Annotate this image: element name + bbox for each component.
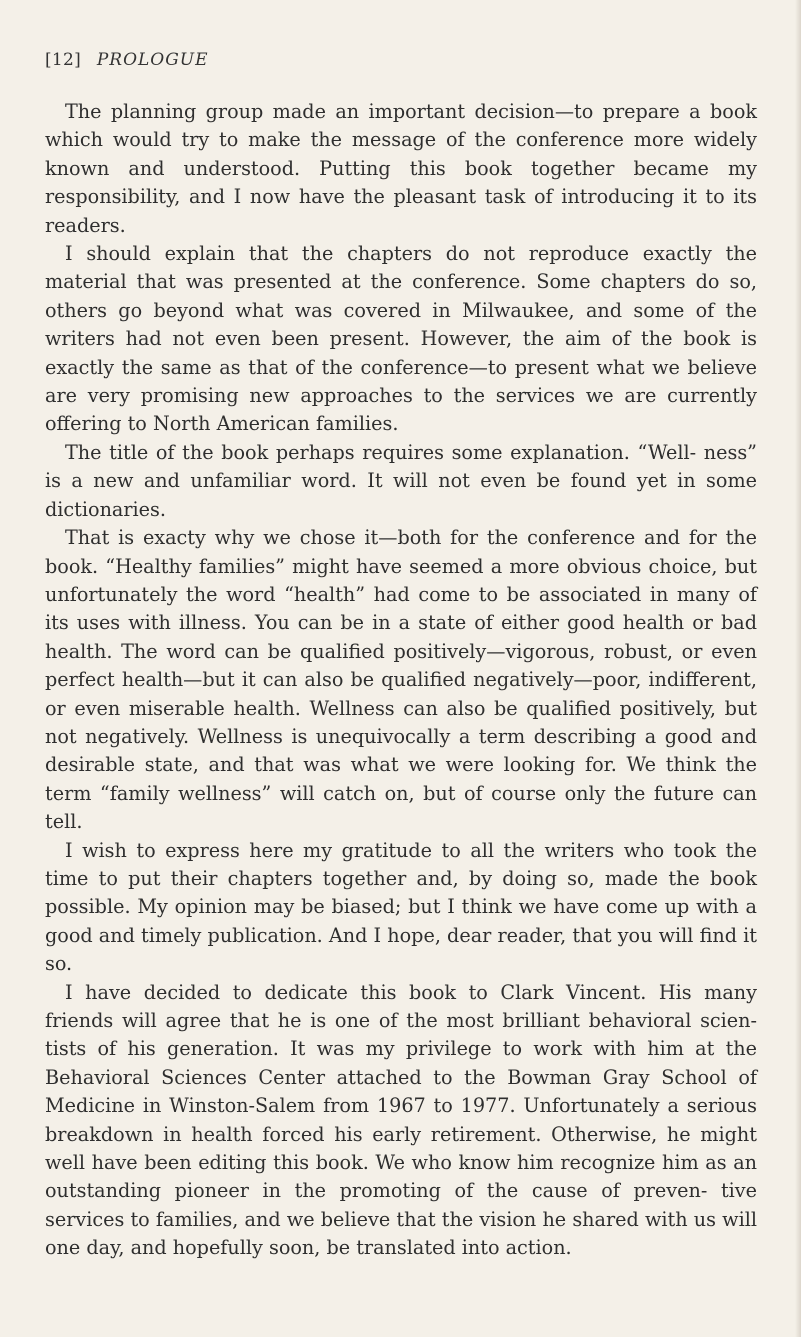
page-header — [45, 50, 209, 70]
paragraph: That is exacty why we chose it—both for the conference and for the book. “Healthy families” might have seemed a more obvious choice, but unfortunately the word “health” had come to be associated in many of its uses with illness. You can be in a state of either good health or bad health. The word can be qualified positively—vigorous, robust, or even perfect health—but it can also be qualified negatively—poor, indifferent, or even miserable health. Wellness can also be qualified positively, but not negatively. Wellness is unequivocally a term describing a good and desirable state, and that was what we were looking for. We think the term “family wellness” will catch on, but of course only the future can tell. — [45, 526, 757, 834]
page-edge-shadow — [795, 0, 801, 1337]
paragraph: I wish to express here my gratitude to all the writers who took the time to put their chapters together and, by doing so, made the book possible. My opinion may be biased; but I think we have come up with a good and timely publication. And I hope, dear reader, that you will find it so. — [45, 838, 757, 976]
body-text — [45, 98, 757, 1263]
running-head: PROLOGUE — [96, 50, 209, 70]
page-number: [12] — [45, 50, 82, 70]
paragraph: I have decided to dedicate this book to Clark Vincent. His many friends will agree that he is one of the most brilliant behavioral scien- tists of his generation. It was my privilege to work with him at the Behavioral Sciences Center attached to the Bowman Gray School of Medicine in Winston-Salem from 1967 to 1977. Unfortunately a serious breakdown in health forced his early retirement. Otherwise, he might well have been editing this book. We who know him recognize him as an outstanding pioneer in the promoting of the cause of preven- tive services to families, and we believe that the vision he shared with us will one day, and hopefully soon, be translated into action. — [45, 980, 757, 1260]
paragraph: The title of the book perhaps requires some explanation. “Well- ness” is a new and unfamiliar word. It will not even be found yet in some dictionaries. — [45, 440, 757, 521]
paragraph: I should explain that the chapters do not reproduce exactly the material that was presented at the conference. Some chapters do so, others go beyond what was covered in Milwaukee, and some of the writers had not even been present. However, the aim of the book is exactly the same as that of the conference—to present what we believe are very promising new approaches to the services we are currently offering to North American families. — [45, 242, 757, 436]
paragraph: The planning group made an important decision—to prepare a book which would try to make the message of the conference more widely known and understood. Putting this book together became my responsibility, and I now have the pleasant task of introducing it to its readers. — [45, 100, 757, 237]
